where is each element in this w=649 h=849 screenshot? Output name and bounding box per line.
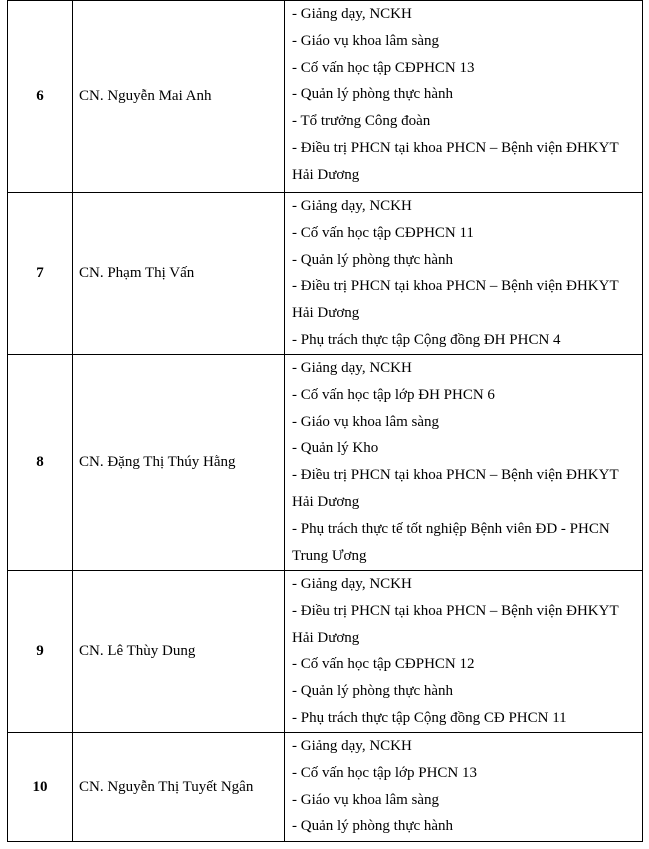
duty-item: - Giáo vụ khoa lâm sàng xyxy=(292,791,440,808)
duty-item: - Điều trị PHCN tại khoa PHCN – Bệnh viện ĐHKYT Hải Dương xyxy=(292,139,619,183)
duty-item: - Phụ trách thực tế tốt nghiệp Bệnh viên ĐD - PHCN Trung Ương xyxy=(292,520,610,564)
table-row xyxy=(8,733,643,842)
duty-list xyxy=(285,355,643,571)
staff-name: CN. Nguyễn Mai Anh xyxy=(73,1,285,193)
duty-item: - Cố vấn học tập CĐPHCN 12 xyxy=(292,656,475,673)
row-number: 10 xyxy=(8,733,73,842)
duty-item: - Giảng dạy, NCKH xyxy=(292,738,412,754)
duty-item: - Quản lý phòng thực hành xyxy=(292,818,454,835)
row-number: 8 xyxy=(8,355,73,571)
duty-item: - Quản lý phòng thực hành xyxy=(292,251,454,268)
duty-item: - Cố vấn học tập CĐPHCN 13 xyxy=(292,59,475,76)
table-row xyxy=(8,1,643,193)
duty-item: - Giảng dạy, NCKH xyxy=(292,576,412,592)
duty-list xyxy=(285,733,643,842)
duty-item: - Cố vấn học tập lớp ĐH PHCN 6 xyxy=(292,386,495,403)
duty-item: - Cố vấn học tập CĐPHCN 11 xyxy=(292,224,474,241)
duty-item: - Cố vấn học tập lớp PHCN 13 xyxy=(292,764,478,781)
duty-item: - Điều trị PHCN tại khoa PHCN – Bệnh viện ĐHKYT Hải Dương xyxy=(292,602,619,646)
duty-item: - Giáo vụ khoa lâm sàng xyxy=(292,32,440,49)
duty-list xyxy=(285,193,643,355)
duty-item: - Điều trị PHCN tại khoa PHCN – Bệnh viện ĐHKYT Hải Dương xyxy=(292,278,619,322)
duty-item: - Giảng dạy, NCKH xyxy=(292,198,412,214)
staff-name: CN. Lê Thùy Dung xyxy=(73,571,285,733)
table-row xyxy=(8,571,643,733)
duty-list xyxy=(285,1,643,193)
duty-item: - Giáo vụ khoa lâm sàng xyxy=(292,413,440,430)
row-number: 7 xyxy=(8,193,73,355)
duty-item: - Quản lý phòng thực hành xyxy=(292,86,454,103)
staff-name: CN. Nguyễn Thị Tuyết Ngân xyxy=(73,733,285,842)
duty-item: - Giảng dạy, NCKH xyxy=(292,360,412,376)
duty-item: - Điều trị PHCN tại khoa PHCN – Bệnh viện ĐHKYT Hải Dương xyxy=(292,467,619,510)
duty-item: - Tổ trưởng Công đoàn xyxy=(292,113,431,130)
table-row xyxy=(8,193,643,355)
staff-table-body xyxy=(8,1,643,842)
duty-item: - Quản lý Kho xyxy=(292,440,379,457)
duty-item: - Phụ trách thực tập Cộng đồng CĐ PHCN 11 xyxy=(292,709,567,726)
staff-duty-table xyxy=(7,0,643,842)
duty-list xyxy=(285,571,643,733)
staff-name: CN. Đặng Thị Thúy Hằng xyxy=(73,355,285,571)
duty-item: - Quản lý phòng thực hành xyxy=(292,683,454,700)
duty-item: - Phụ trách thực tập Cộng đồng ĐH PHCN 4 xyxy=(292,331,561,348)
row-number: 6 xyxy=(8,1,73,193)
table-row xyxy=(8,355,643,571)
row-number: 9 xyxy=(8,571,73,733)
duty-item: - Giảng dạy, NCKH xyxy=(292,6,412,22)
staff-name: CN. Phạm Thị Vấn xyxy=(73,193,285,355)
